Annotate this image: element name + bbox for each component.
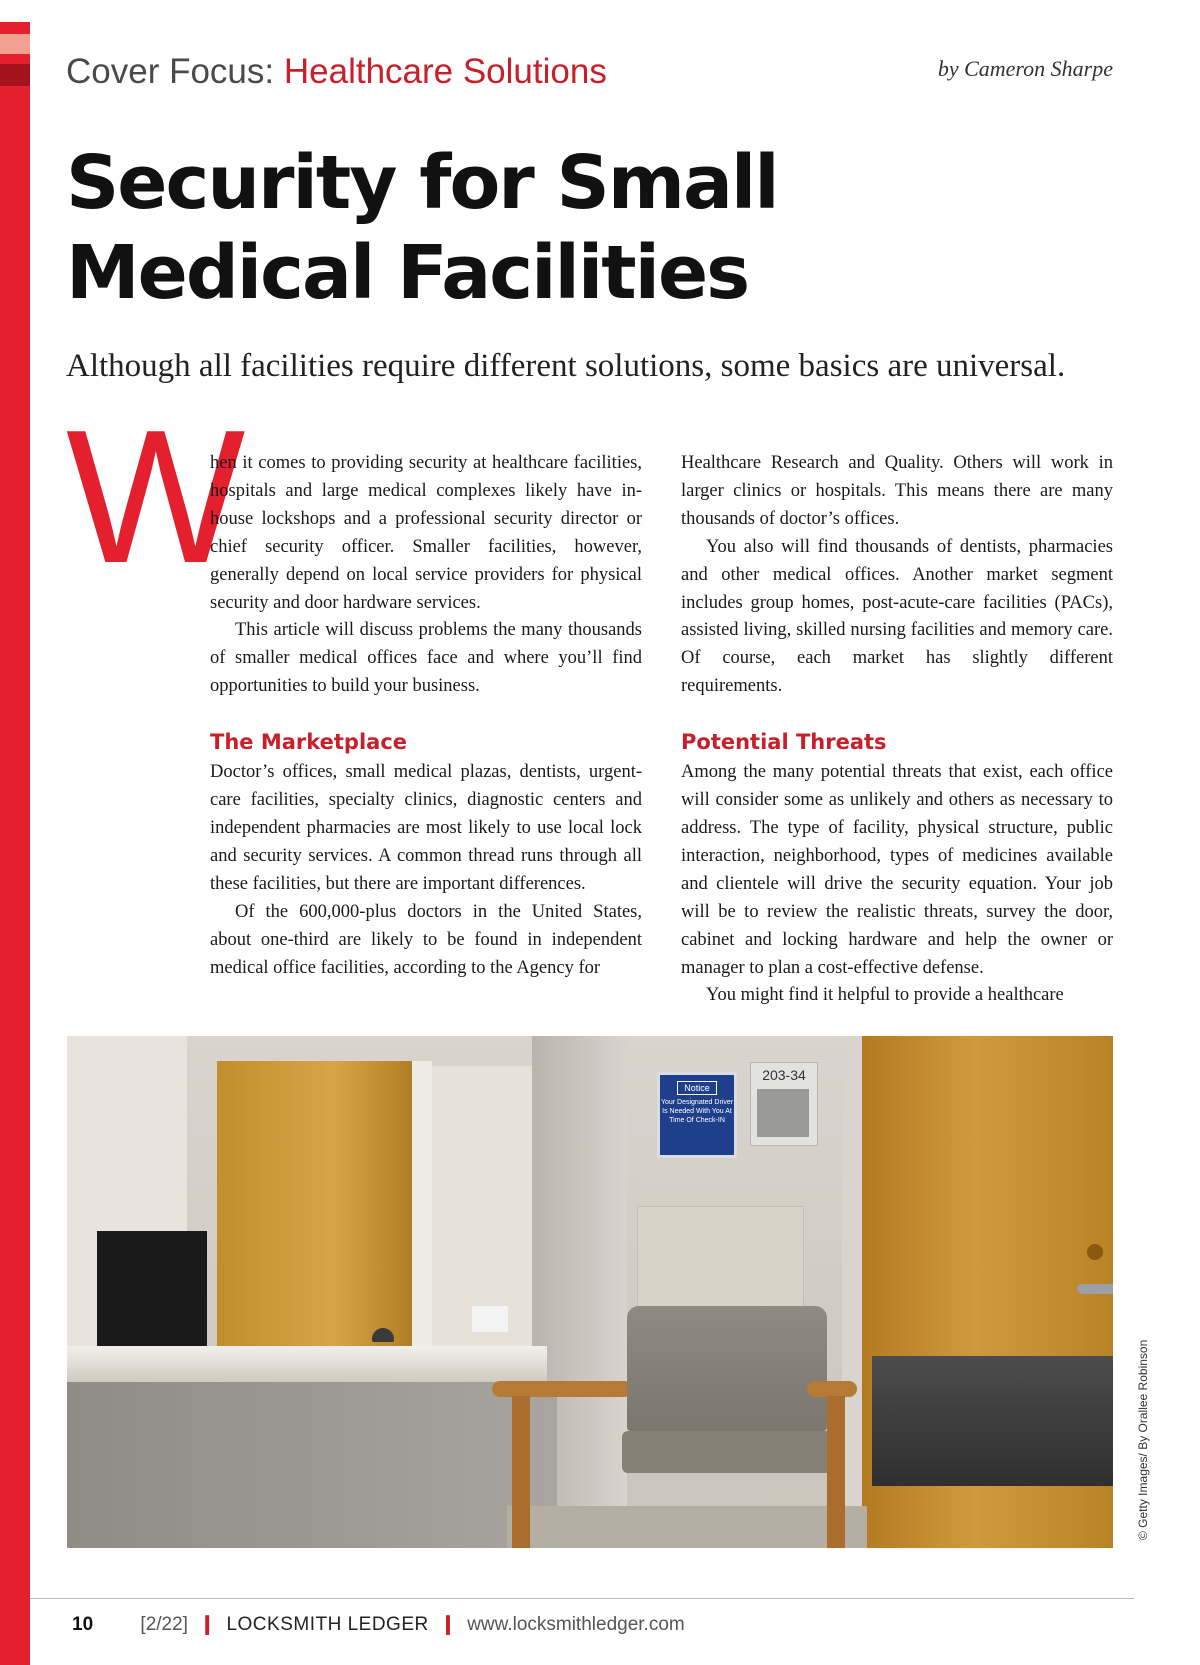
left-accent-bar (0, 0, 30, 1665)
footer-separator: ❙ (440, 1614, 456, 1635)
issue-date: [2/22] (140, 1614, 188, 1635)
paragraph: Doctor’s offices, small medical plazas, dentists, urgent-care facilities, specialty clinics, diagnostic centers and independent pharmacies are most likely to use local lock and security services. A common thread runs through all these facilities, but there are important differences. (210, 762, 642, 894)
room-sign-window (757, 1089, 809, 1137)
photo-chair-arm-right (807, 1381, 857, 1397)
photo-chair-seat (622, 1431, 832, 1473)
photo-chair-leg-right (827, 1396, 845, 1548)
paragraph: hen it comes to providing security at healthcare facilities, hospitals and large medical complexes likely have in-house lockshops and a professional security director or chief security officer. Smaller facilities, however, generally depend on local service providers for physical security and door hardware services. (210, 453, 642, 613)
section-kicker (66, 52, 607, 92)
footer-divider (30, 1598, 1134, 1599)
kicker-topic: Healthcare Solutions (283, 52, 607, 91)
accent-tab-dark (0, 64, 30, 86)
title-line-2: Medical Facilities (66, 230, 749, 316)
footer-separator: ❙ (199, 1614, 216, 1635)
photo-notice-sign (657, 1072, 737, 1158)
magazine-url[interactable]: www.locksmithledger.com (467, 1614, 685, 1635)
photo-front-door-frame (842, 1036, 862, 1548)
paragraph: Of the 600,000-plus doctors in the United States, about one-third are likely to be found in independent medical office facilities, according to the Agency for (210, 901, 642, 978)
column-left (210, 450, 642, 982)
accent-tab-gap (0, 0, 30, 22)
byline: by Cameron Sharpe (937, 56, 1113, 81)
photo-counter-top (67, 1346, 547, 1382)
article-photo (67, 1036, 1113, 1548)
photo-lever-handle (1077, 1284, 1113, 1294)
photo-floor (507, 1506, 867, 1548)
page-footer (72, 1613, 685, 1636)
photo-counter-base (67, 1382, 557, 1548)
title-line-1: Security for Small (66, 140, 778, 226)
photo-monitor (97, 1231, 207, 1347)
paragraph: This article will discuss problems the many thousands of smaller medical offices face and where you’ll find opportunities to build your business. (210, 620, 642, 697)
paragraph: Healthcare Research and Quality. Others will work in larger clinics or hospitals. This means there are many thousands of doctor’s offices. (681, 453, 1113, 529)
photo-room-sign (750, 1062, 818, 1146)
photo-door-frame (412, 1061, 432, 1381)
subheading-marketplace: The Marketplace (210, 730, 408, 755)
accent-tab-light (0, 34, 30, 54)
photo-chair-leg-left (512, 1396, 530, 1548)
photo-credit: © Getty Images/ By Orallee Robinson (1136, 1339, 1150, 1540)
notice-text: Your Designated Driver Is Needed With You At Time Of Check-IN (660, 1099, 734, 1124)
paragraph: You might find it helpful to provide a healthcare (706, 985, 1064, 1006)
photo-chair-back (627, 1306, 827, 1431)
article-title (66, 138, 1116, 318)
subheading-potential-threats: Potential Threats (681, 730, 887, 755)
paragraph: Among the many potential threats that exist, each office will consider some as unlikely and others as necessary to address. The type of facility, physical structure, public interaction, neighborhood, types of medicines available and clientele will drive the security equation. Your job will be to review the realistic threats, survey the door, cabinet and locking hardware and help the owner or manager to plan a cost-effective defense. (681, 762, 1113, 978)
photo-kick-plate (872, 1356, 1113, 1486)
kicker-prefix: Cover Focus: (66, 52, 284, 91)
photo-door-knob-rose (1087, 1244, 1103, 1260)
notice-heading: Notice (677, 1081, 717, 1095)
article-dek: Although all facilities require different solutions, some basics are universal. (66, 348, 1066, 384)
paragraph: You also will find thousands of dentists, pharmacies and other medical offices. Another market segment includes group homes, post-acute-care facilities (PACs), assisted living, skilled nursing facilities and memory care. Of course, each market has slightly different requirements. (681, 536, 1113, 697)
drop-cap: W (66, 391, 246, 603)
magazine-name: LOCKSMITH LEDGER (226, 1614, 429, 1635)
page-number: 10 (72, 1614, 94, 1635)
column-right (681, 450, 1113, 1010)
photo-chair-arm-left (492, 1381, 632, 1397)
photo-tissue-box (472, 1306, 508, 1332)
room-number: 203-34 (762, 1067, 806, 1083)
